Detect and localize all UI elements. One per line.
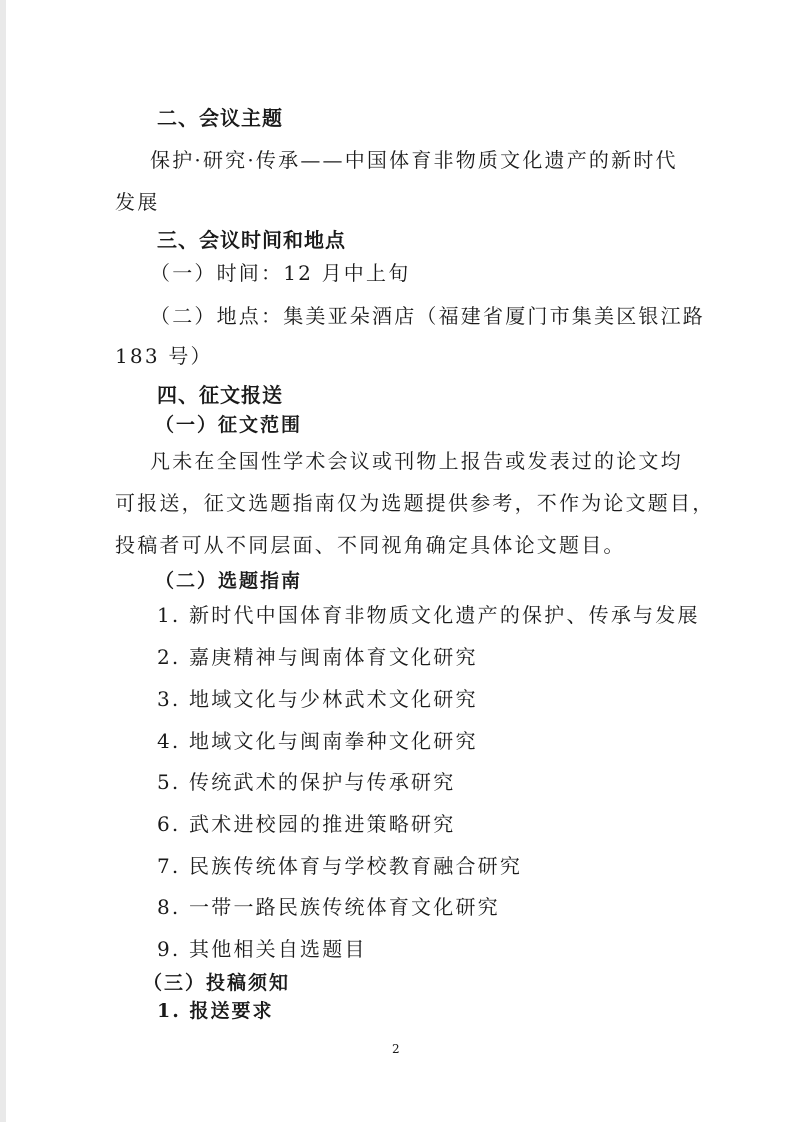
topic-item: 1. 新时代中国体育非物质文化遗产的保护、传承与发展: [157, 603, 700, 627]
section-3-place-line-2: 183 号）: [115, 344, 213, 368]
page-number: 2: [392, 1042, 400, 1056]
section-4-heading: 四、征文报送: [157, 383, 283, 407]
section-3-heading: 三、会议时间和地点: [157, 228, 346, 252]
topic-item: 8. 一带一路民族传统体育文化研究: [157, 895, 500, 919]
section-2-body-line-1: 保护·研究·传承——中国体育非物质文化遗产的新时代: [150, 148, 678, 172]
scope-body-line-3: 投稿者可从不同层面、不同视角确定具体论文题目。: [115, 533, 626, 557]
section-3-place-line-1: （二）地点：集美亚朵酒店（福建省厦门市集美区银江路: [150, 304, 705, 328]
submit-heading: （三）投稿须知: [143, 972, 291, 994]
guide-heading: （二）选题指南: [155, 570, 303, 592]
topic-item: 5. 传统武术的保护与传承研究: [157, 770, 456, 794]
section-2-heading: 二、会议主题: [157, 106, 283, 130]
submit-subheading: 1. 报送要求: [157, 1000, 274, 1022]
topic-item: 6. 武术进校园的推进策略研究: [157, 812, 456, 836]
page-edge-shadow: [0, 0, 6, 1122]
topic-item: 2. 嘉庚精神与闽南体育文化研究: [157, 645, 478, 669]
scope-heading: （一）征文范围: [155, 414, 303, 436]
topic-item: 9. 其他相关自选题目: [157, 937, 367, 961]
scope-body-line-1: 凡未在全国性学术会议或刊物上报告或发表过的论文均: [150, 449, 683, 473]
topic-item: 7. 民族传统体育与学校教育融合研究: [157, 854, 523, 878]
section-2-body-line-2: 发展: [115, 190, 160, 214]
topic-item: 4. 地域文化与闽南拳种文化研究: [157, 729, 478, 753]
topic-item: 3. 地域文化与少林武术文化研究: [157, 687, 478, 711]
section-3-time: （一）时间：12 月中上旬: [150, 261, 411, 285]
scope-body-line-2: 可报送，征文选题指南仅为选题提供参考，不作为论文题目，: [115, 491, 715, 515]
